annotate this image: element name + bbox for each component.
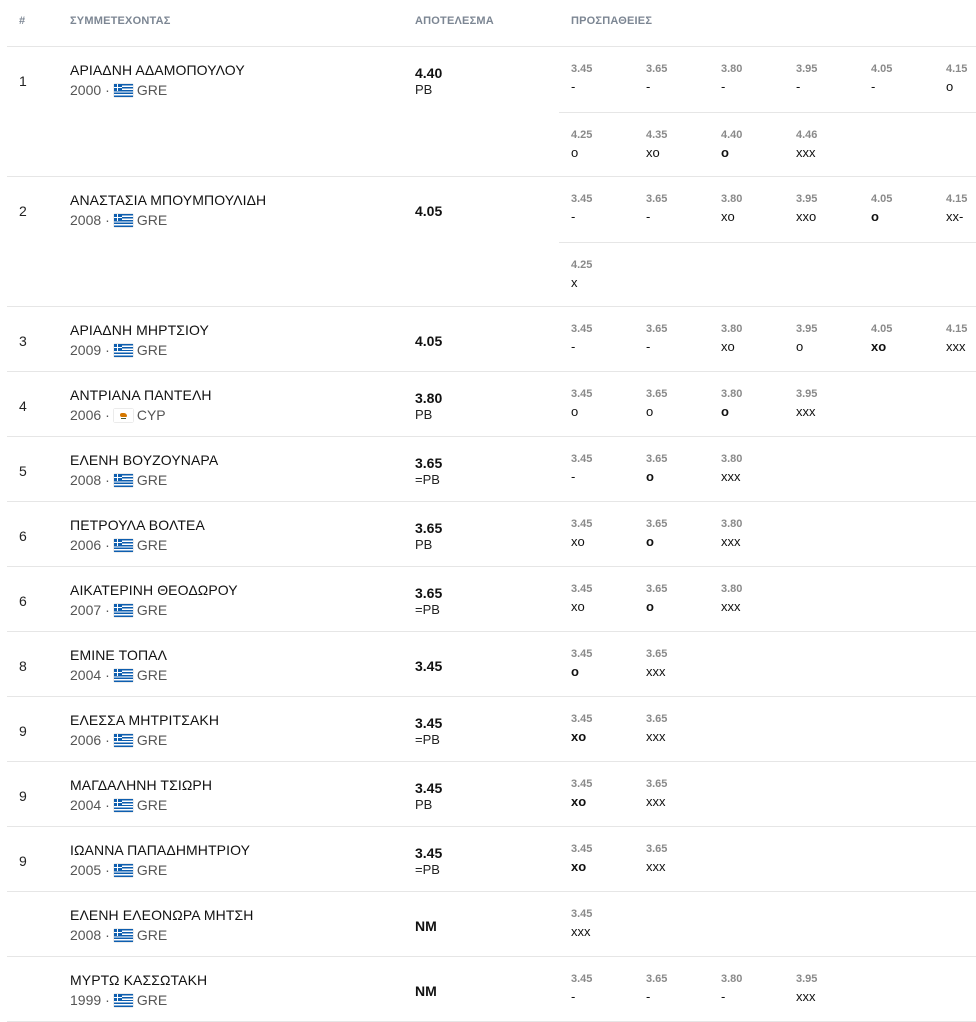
athlete-name[interactable]: ΑΡΙΑΔΝΗ ΑΔΑΜΟΠΟΥΛΟΥ — [70, 62, 245, 78]
attempt-mark: o — [571, 404, 579, 419]
table-row — [7, 892, 976, 957]
attempt-mark: - — [721, 989, 726, 1004]
header-attempts: ΠΡΟΣΠΑΘΕΙΕΣ — [571, 15, 653, 27]
attempt-mark: o — [571, 145, 579, 160]
rank: 5 — [19, 463, 27, 479]
table-row — [7, 307, 976, 372]
attempt-cell — [721, 518, 781, 549]
attempt-height: 4.40 — [721, 129, 743, 141]
attempt-mark: xxx — [721, 599, 741, 614]
attempt-height: 3.45 — [571, 778, 593, 790]
header-result: ΑΠΟΤΕΛΕΣΜΑ — [415, 15, 494, 27]
attempt-mark: xo — [571, 729, 587, 744]
rank: 2 — [19, 203, 27, 219]
attempt-height: 4.46 — [796, 129, 818, 141]
rank: 4 — [19, 398, 27, 414]
cyprus-flag-icon — [114, 409, 133, 422]
attempt-mark: xxx — [796, 989, 816, 1004]
separator-dot: · — [105, 537, 110, 553]
attempts-line — [559, 177, 976, 241]
attempt-mark: xo — [721, 209, 735, 224]
attempt-cell — [721, 63, 781, 94]
athlete-name[interactable]: ΑΙΚΑΤΕΡΙΝΗ ΘΕΟΔΩΡΟΥ — [70, 582, 238, 598]
attempt-mark: o — [721, 404, 729, 419]
attempt-mark: x — [571, 275, 578, 290]
rank: 1 — [19, 73, 27, 89]
result-value: 4.05 — [415, 203, 443, 219]
attempt-mark: - — [571, 339, 576, 354]
attempt-height: 4.05 — [871, 63, 893, 75]
attempt-height: 4.05 — [871, 323, 893, 335]
athlete-meta — [70, 797, 167, 813]
separator-dot: · — [105, 797, 110, 813]
greece-flag-icon — [114, 539, 133, 552]
attempt-height: 3.80 — [721, 323, 743, 335]
attempt-mark: o — [646, 534, 654, 549]
attempt-height: 3.45 — [571, 518, 593, 530]
attempt-cell — [571, 713, 631, 744]
separator-dot: · — [105, 212, 110, 228]
attempts-line — [559, 47, 976, 111]
country-code: GRE — [136, 797, 168, 813]
attempt-cell — [946, 323, 976, 354]
greece-flag-icon — [114, 734, 133, 747]
country-code: GRE — [136, 212, 168, 228]
attempts-line — [559, 827, 976, 891]
attempt-height: 4.35 — [646, 129, 668, 141]
attempts-line — [559, 242, 976, 307]
attempt-cell — [646, 843, 706, 874]
attempt-cell — [721, 453, 781, 484]
athlete-name[interactable]: ΕΛΕΝΗ ΕΛΕΟΝΩΡΑ ΜΗΤΣΗ — [70, 907, 254, 923]
table-row — [7, 177, 976, 307]
birth-year: 1999 — [70, 992, 102, 1008]
athlete-name[interactable]: ΕΜΙΝΕ ΤΟΠΑΛ — [70, 647, 168, 663]
separator-dot: · — [105, 862, 110, 878]
attempt-mark: o — [871, 209, 879, 224]
attempt-height: 3.65 — [646, 778, 668, 790]
attempt-cell — [871, 323, 931, 354]
result-note: =PB — [415, 732, 440, 747]
birth-year: 2007 — [70, 602, 102, 618]
attempt-mark: - — [571, 79, 576, 94]
attempt-height: 4.25 — [571, 129, 593, 141]
greece-flag-icon — [114, 864, 133, 877]
attempt-mark: o — [571, 664, 579, 679]
attempt-height: 3.45 — [571, 323, 593, 335]
athlete-meta — [70, 992, 167, 1008]
athlete-meta — [70, 732, 167, 748]
result-value: 3.65 — [415, 520, 443, 536]
attempt-height: 3.80 — [721, 193, 743, 205]
attempt-height: 3.65 — [646, 323, 668, 335]
result-value: NM — [415, 918, 437, 934]
attempt-cell — [571, 323, 631, 354]
attempt-height: 3.45 — [571, 648, 593, 660]
rank: 8 — [19, 658, 27, 674]
table-row — [7, 957, 976, 1022]
attempts-line — [559, 437, 976, 501]
athlete-meta — [70, 212, 167, 228]
attempt-mark: - — [871, 79, 876, 94]
greece-flag-icon — [114, 604, 133, 617]
attempt-height: 4.15 — [946, 63, 968, 75]
birth-year: 2008 — [70, 212, 102, 228]
attempt-mark: o — [646, 599, 654, 614]
result-note: =PB — [415, 472, 440, 487]
attempt-cell — [571, 63, 631, 94]
attempt-mark: xxx — [721, 469, 741, 484]
country-code: GRE — [136, 732, 168, 748]
greece-flag-icon — [114, 799, 133, 812]
birth-year: 2008 — [70, 472, 102, 488]
table-body — [7, 47, 976, 1022]
table-row — [7, 632, 976, 697]
attempt-height: 3.65 — [646, 453, 668, 465]
attempt-cell — [796, 973, 856, 1004]
attempt-mark: o — [721, 145, 729, 160]
result-value: 3.65 — [415, 455, 443, 471]
separator-dot: · — [105, 342, 110, 358]
attempt-height: 3.95 — [796, 388, 818, 400]
attempt-mark: o — [646, 469, 654, 484]
attempt-cell — [646, 648, 706, 679]
rank: 9 — [19, 723, 27, 739]
attempt-height: 3.45 — [571, 973, 593, 985]
athlete-meta — [70, 602, 167, 618]
attempt-cell — [796, 129, 856, 160]
separator-dot: · — [105, 82, 110, 98]
attempt-height: 3.80 — [721, 63, 743, 75]
attempt-height: 3.65 — [646, 973, 668, 985]
country-code: GRE — [136, 862, 168, 878]
result-value: 3.45 — [415, 780, 443, 796]
separator-dot: · — [105, 732, 110, 748]
attempt-cell — [646, 778, 706, 809]
greece-flag-icon — [114, 994, 133, 1007]
result-note: PB — [415, 407, 433, 422]
birth-year: 2006 — [70, 732, 102, 748]
attempt-mark: o — [946, 79, 954, 94]
attempt-height: 3.45 — [571, 453, 593, 465]
attempt-height: 4.15 — [946, 323, 968, 335]
birth-year: 2008 — [70, 927, 102, 943]
country-code: GRE — [136, 82, 168, 98]
greece-flag-icon — [114, 84, 133, 97]
attempts-line — [559, 957, 976, 1021]
attempt-mark: xxx — [571, 924, 591, 939]
attempt-mark: - — [646, 209, 651, 224]
attempt-height: 3.65 — [646, 518, 668, 530]
attempt-height: 3.80 — [721, 973, 743, 985]
attempt-height: 3.45 — [571, 63, 593, 75]
country-code: GRE — [136, 537, 168, 553]
attempts-line — [559, 372, 976, 436]
athlete-meta — [70, 82, 167, 98]
athlete-meta — [70, 667, 167, 683]
athlete-name[interactable]: ΠΕΤΡΟΥΛΑ ΒΟΛΤΕΑ — [70, 517, 205, 533]
athlete-meta — [70, 472, 167, 488]
attempt-cell — [646, 583, 706, 614]
attempt-height: 3.80 — [721, 388, 743, 400]
attempt-cell — [646, 518, 706, 549]
attempt-height: 3.95 — [796, 193, 818, 205]
attempt-cell — [721, 129, 781, 160]
result-value: 4.40 — [415, 65, 443, 81]
attempt-cell — [796, 63, 856, 94]
table-row — [7, 762, 976, 827]
attempt-cell — [571, 193, 631, 224]
attempt-height: 3.80 — [721, 583, 743, 595]
greece-flag-icon — [114, 344, 133, 357]
attempt-mark: - — [646, 79, 651, 94]
attempt-height: 3.65 — [646, 193, 668, 205]
rank: 9 — [19, 788, 27, 804]
country-code: GRE — [136, 602, 168, 618]
attempt-height: 3.45 — [571, 908, 593, 920]
attempt-cell — [721, 973, 781, 1004]
greece-flag-icon — [114, 929, 133, 942]
country-code: GRE — [136, 927, 168, 943]
athlete-meta — [70, 927, 167, 943]
attempt-mark: xxx — [796, 404, 816, 419]
table-row — [7, 827, 976, 892]
attempt-mark: xo — [571, 859, 587, 874]
birth-year: 2005 — [70, 862, 102, 878]
attempt-cell — [796, 388, 856, 419]
attempt-cell — [646, 713, 706, 744]
attempt-mark: xxx — [796, 145, 816, 160]
result-note: =PB — [415, 862, 440, 877]
attempt-cell — [571, 583, 631, 614]
result-note: PB — [415, 82, 433, 97]
result-note: =PB — [415, 602, 440, 617]
attempt-height: 3.65 — [646, 843, 668, 855]
attempts-line — [559, 892, 976, 956]
athlete-name[interactable]: ΕΛΕΣΣΑ ΜΗΤΡΙΤΣΑΚΗ — [70, 712, 220, 728]
attempt-height: 3.65 — [646, 648, 668, 660]
attempts-line — [559, 762, 976, 826]
attempt-mark: o — [646, 404, 654, 419]
attempt-cell — [796, 193, 856, 224]
attempt-mark: xxx — [646, 664, 666, 679]
attempt-height: 3.95 — [796, 973, 818, 985]
table-row — [7, 502, 976, 567]
result-note: PB — [415, 797, 433, 812]
birth-year: 2006 — [70, 537, 102, 553]
attempt-mark: xo — [571, 599, 585, 614]
attempt-cell — [946, 193, 976, 224]
attempts-line — [559, 307, 976, 371]
athlete-name[interactable]: ΜΑΓΔΑΛΗΝΗ ΤΣΙΩΡΗ — [70, 777, 213, 793]
athlete-name[interactable]: ΑΝΑΣΤΑΣΙΑ ΜΠΟΥΜΠΟΥΛΙΔΗ — [70, 192, 267, 208]
attempts-line — [559, 697, 976, 761]
attempts-line — [559, 632, 976, 696]
attempt-mark: xxx — [646, 859, 666, 874]
attempt-cell — [871, 63, 931, 94]
table-row — [7, 47, 976, 177]
attempt-cell — [571, 908, 631, 939]
attempt-height: 3.45 — [571, 843, 593, 855]
attempt-height: 3.80 — [721, 518, 743, 530]
result-value: 3.65 — [415, 585, 443, 601]
result-value: 3.45 — [415, 715, 443, 731]
greece-flag-icon — [114, 474, 133, 487]
table-row — [7, 697, 976, 762]
attempt-cell — [871, 193, 931, 224]
country-code: GRE — [136, 667, 168, 683]
separator-dot: · — [105, 667, 110, 683]
separator-dot: · — [105, 602, 110, 618]
country-code: GRE — [136, 342, 168, 358]
country-code: CYP — [136, 407, 166, 423]
separator-dot: · — [105, 992, 110, 1008]
attempts-line — [559, 112, 976, 177]
result-note: PB — [415, 537, 433, 552]
attempt-mark: - — [571, 469, 576, 484]
attempt-height: 3.45 — [571, 583, 593, 595]
table-row — [7, 372, 976, 437]
attempt-mark: xo — [871, 339, 887, 354]
attempt-cell — [721, 323, 781, 354]
attempt-mark: xxx — [646, 794, 666, 809]
separator-dot: · — [105, 927, 110, 943]
birth-year: 2004 — [70, 667, 102, 683]
athlete-meta — [70, 342, 167, 358]
table-row — [7, 567, 976, 632]
attempt-height: 3.95 — [796, 323, 818, 335]
attempts-line — [559, 502, 976, 566]
result-value: 3.45 — [415, 658, 443, 674]
attempt-cell — [571, 453, 631, 484]
rank: 9 — [19, 853, 27, 869]
attempt-mark: xx- — [946, 209, 964, 224]
birth-year: 2004 — [70, 797, 102, 813]
attempt-height: 4.05 — [871, 193, 893, 205]
separator-dot: · — [105, 407, 110, 423]
attempt-cell — [646, 453, 706, 484]
result-value: 4.05 — [415, 333, 443, 349]
header-athlete: ΣΥΜΜΕΤΕΧΟΝΤΑΣ — [70, 15, 171, 27]
athlete-name[interactable]: ΜΥΡΤΩ ΚΑΣΣΩΤΑΚΗ — [70, 972, 208, 988]
attempt-cell — [646, 129, 706, 160]
attempt-mark: xo — [571, 534, 585, 549]
attempt-height: 3.80 — [721, 453, 743, 465]
attempt-height: 3.65 — [646, 63, 668, 75]
attempt-cell — [646, 63, 706, 94]
attempt-height: 3.65 — [646, 583, 668, 595]
attempt-cell — [571, 778, 631, 809]
attempts-line — [559, 567, 976, 631]
results-table — [7, 0, 976, 1022]
birth-year: 2009 — [70, 342, 102, 358]
attempt-cell — [721, 388, 781, 419]
attempt-height: 3.45 — [571, 388, 593, 400]
athlete-name[interactable]: ΕΛΕΝΗ ΒΟΥΖΟΥΝΑΡΑ — [70, 452, 219, 468]
attempt-mark: - — [721, 79, 726, 94]
attempt-cell — [646, 193, 706, 224]
attempt-mark: - — [571, 209, 576, 224]
attempt-height: 4.25 — [571, 259, 593, 271]
athlete-meta — [70, 862, 167, 878]
rank: 6 — [19, 528, 27, 544]
athlete-meta — [70, 407, 166, 423]
attempt-cell — [721, 583, 781, 614]
table-header — [7, 0, 976, 47]
result-value: NM — [415, 983, 437, 999]
attempt-cell — [571, 518, 631, 549]
attempt-cell — [571, 129, 631, 160]
attempt-mark: xxx — [721, 534, 741, 549]
attempt-mark: xo — [646, 145, 660, 160]
attempt-cell — [721, 193, 781, 224]
greece-flag-icon — [114, 214, 133, 227]
attempt-cell — [646, 973, 706, 1004]
rank: 6 — [19, 593, 27, 609]
attempt-mark: - — [646, 989, 651, 1004]
attempt-height: 3.95 — [796, 63, 818, 75]
athlete-name[interactable]: ΑΡΙΑΔΝΗ ΜΗΡΤΣΙΟΥ — [70, 322, 209, 338]
attempt-mark: - — [571, 989, 576, 1004]
attempt-mark: xo — [721, 339, 735, 354]
birth-year: 2006 — [70, 407, 102, 423]
attempt-cell — [571, 259, 631, 290]
rank: 3 — [19, 333, 27, 349]
table-row — [7, 437, 976, 502]
attempt-mark: - — [646, 339, 651, 354]
result-value: 3.45 — [415, 845, 443, 861]
attempt-mark: - — [796, 79, 801, 94]
athlete-name[interactable]: ΑΝΤΡΙΑΝΑ ΠΑΝΤΕΛΗ — [70, 387, 212, 403]
attempt-mark: xxx — [646, 729, 666, 744]
athlete-meta — [70, 537, 167, 553]
attempt-cell — [571, 388, 631, 419]
attempt-mark: xo — [571, 794, 587, 809]
attempt-height: 3.45 — [571, 713, 593, 725]
birth-year: 2000 — [70, 82, 102, 98]
attempt-mark: xxx — [946, 339, 966, 354]
attempt-cell — [646, 323, 706, 354]
attempt-cell — [796, 323, 856, 354]
attempt-cell — [571, 648, 631, 679]
attempt-height: 4.15 — [946, 193, 968, 205]
country-code: GRE — [136, 472, 168, 488]
greece-flag-icon — [114, 669, 133, 682]
result-value: 3.80 — [415, 390, 443, 406]
attempt-cell — [571, 843, 631, 874]
attempt-mark: o — [796, 339, 804, 354]
attempt-cell — [946, 63, 976, 94]
attempt-mark: xxo — [796, 209, 817, 224]
athlete-name[interactable]: ΙΩΑΝΝΑ ΠΑΠΑΔΗΜΗΤΡΙΟΥ — [70, 842, 251, 858]
attempt-height: 3.65 — [646, 388, 668, 400]
attempt-cell — [646, 388, 706, 419]
attempt-height: 3.65 — [646, 713, 668, 725]
attempt-height: 3.45 — [571, 193, 593, 205]
attempt-cell — [571, 973, 631, 1004]
country-code: GRE — [136, 992, 168, 1008]
separator-dot: · — [105, 472, 110, 488]
header-rank: # — [19, 15, 26, 27]
